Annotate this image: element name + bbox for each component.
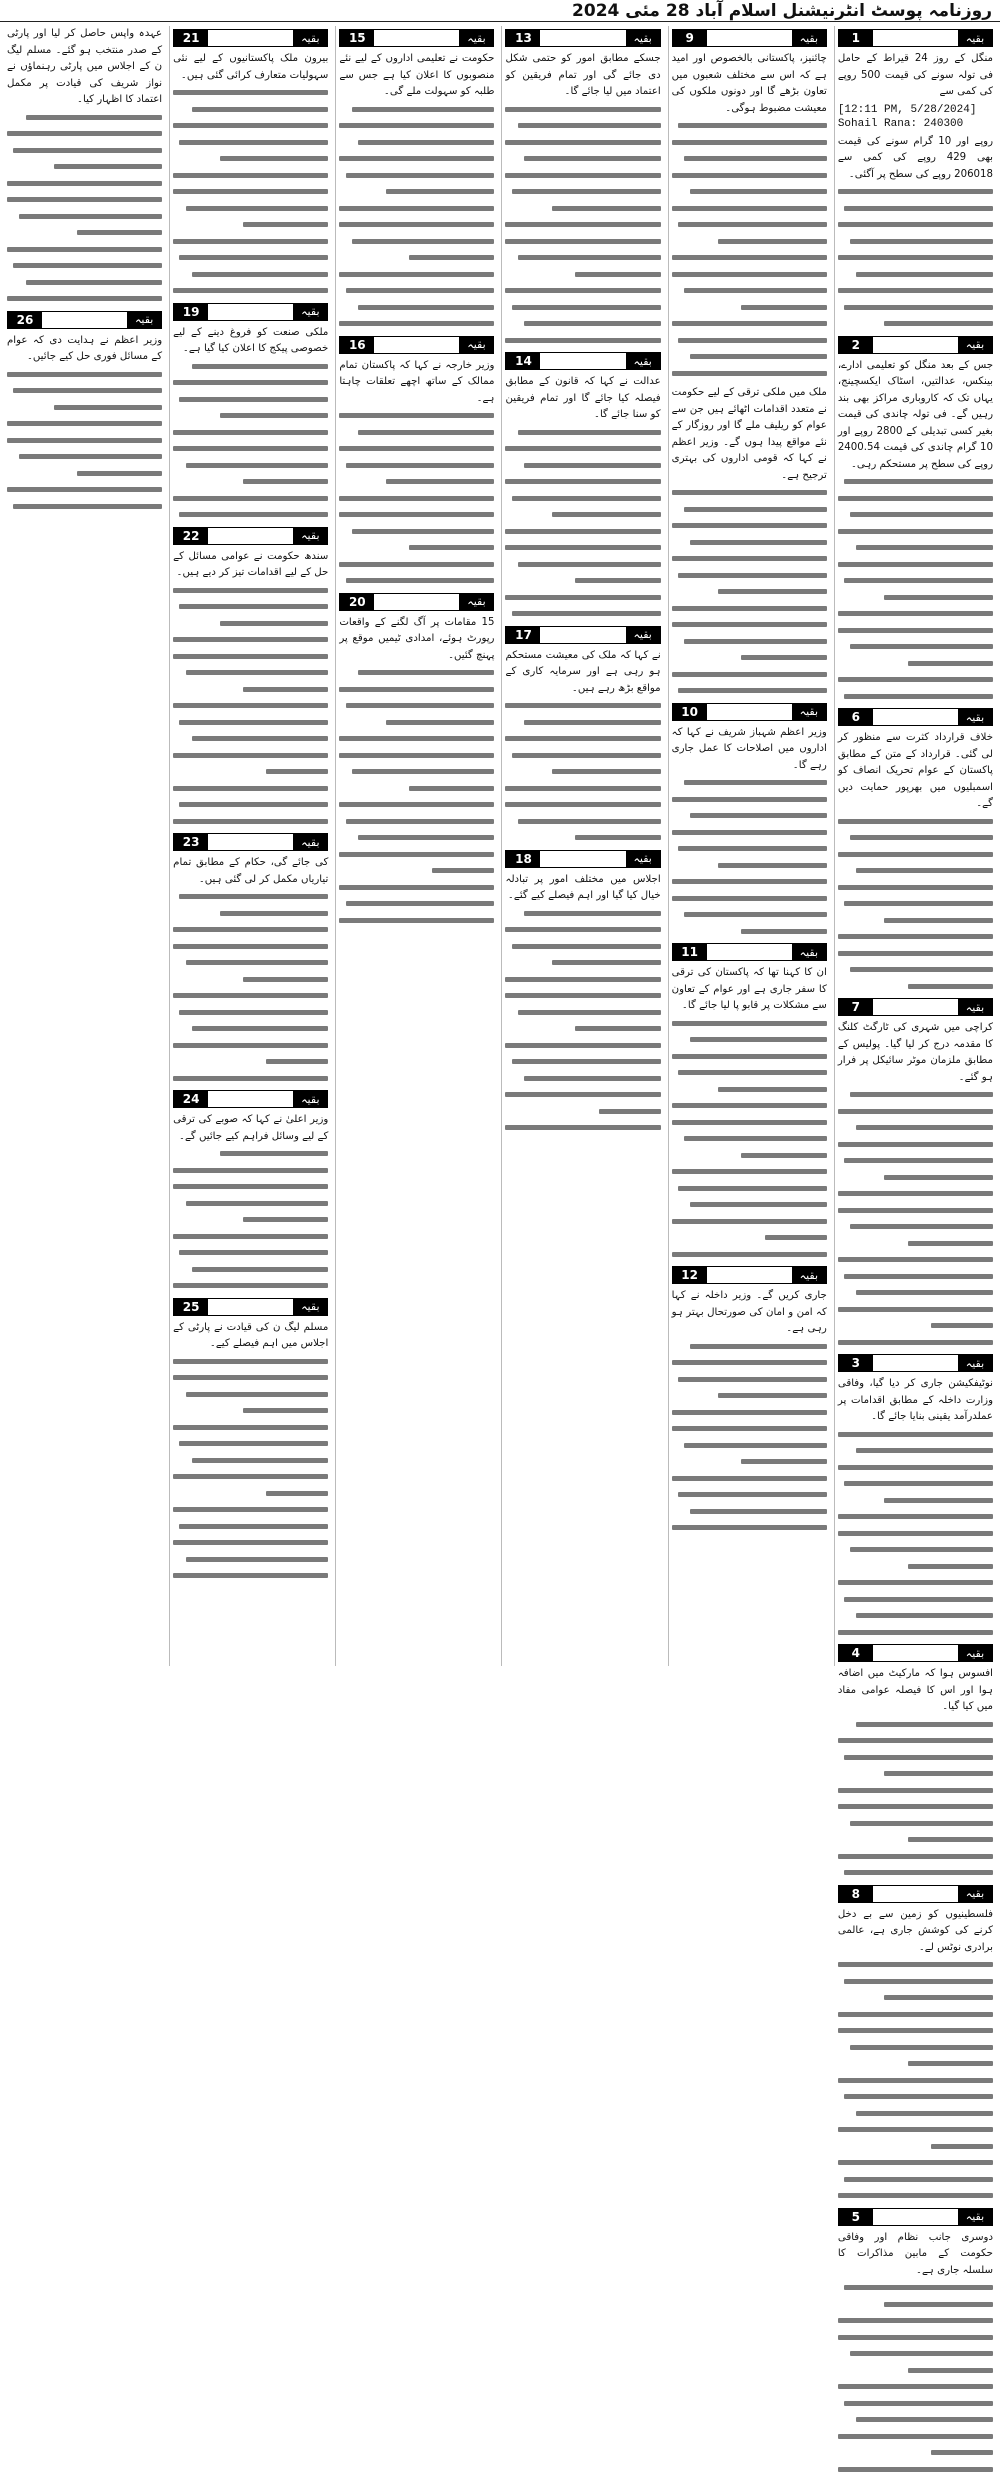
article-continuation — [505, 29, 660, 348]
article-continuation — [672, 29, 827, 381]
article-continuation — [672, 703, 827, 940]
text-lines — [838, 1426, 993, 1641]
text-lines — [672, 1015, 827, 1263]
continuation-badge — [672, 703, 827, 721]
article-text: چائنیز، پاکستانی بالخصوص اور امید ہے کہ اس سے مختلف شعبوں میں تعاون بڑھے گا اور دونوں ملکوں کی معیشت مضبوط ہوگی۔ — [672, 51, 827, 117]
continuation-label: بقیہ — [958, 709, 992, 725]
article-continuation — [173, 1090, 328, 1294]
text-lines — [838, 2279, 993, 2477]
continuation-number: 11 — [673, 944, 707, 960]
continuation-badge — [505, 626, 660, 644]
article-continuation — [672, 1266, 827, 1536]
continuation-number: 18 — [506, 851, 540, 867]
continuation-label: بقیہ — [958, 1355, 992, 1371]
article-continuation — [838, 1354, 993, 1640]
article-continuation — [838, 1885, 993, 2204]
continuation-number: 6 — [839, 709, 873, 725]
continuation-label: بقیہ — [127, 312, 161, 328]
continuation-badge — [838, 708, 993, 726]
text-lines — [672, 117, 827, 381]
text-lines — [838, 1086, 993, 1350]
continuation-badge — [838, 29, 993, 47]
article-continuation — [672, 943, 827, 1262]
article-text: روپے اور 10 گرام سونے کی قیمت بھی 429 روپے کی کمی سے 206018 روپے کی سطح پر آگئی۔ — [838, 134, 993, 184]
continuation-badge — [672, 943, 827, 961]
continuation-label: بقیہ — [792, 1267, 826, 1283]
continuation-number: 16 — [340, 337, 374, 353]
continuation-number: 13 — [506, 30, 540, 46]
article-text: خلاف قرارداد کثرت سے منظور کر لی گئی۔ قرارداد کے متن کے مطابق پاکستان کے عوام تحریک انصاف کو اسمبلیوں میں بھرپور حمایت دیں گے۔ — [838, 730, 993, 813]
text-lines — [838, 1956, 993, 2204]
article-text: فلسطینیوں کو زمین سے بے دخل کرنے کی کوشش جاری ہے، عالمی برادری نوٹس لے۔ — [838, 1907, 993, 1957]
columns-container — [4, 26, 996, 1666]
article-continuation — [173, 833, 328, 1086]
continuation-number: 10 — [673, 704, 707, 720]
message-timestamp: [12:11 PM, 5/28/2024] Sohail Rana: 240300 — [838, 103, 993, 131]
continuation-label: بقیہ — [958, 337, 992, 353]
continuation-badge — [838, 1354, 993, 1372]
continuation-label: بقیہ — [626, 30, 660, 46]
text-lines — [173, 1145, 328, 1294]
continuation-label: بقیہ — [293, 528, 327, 544]
article-continuation — [505, 850, 660, 1136]
text-lines — [339, 664, 494, 928]
continuation-number: 19 — [174, 304, 208, 320]
text-lines — [173, 582, 328, 830]
column-4 — [335, 26, 497, 1666]
article-continuation — [173, 527, 328, 830]
continuation-label: بقیہ — [792, 30, 826, 46]
continuation-badge — [7, 311, 162, 329]
text-lines — [838, 183, 993, 332]
continuation-number: 25 — [174, 1299, 208, 1315]
article-text: 15 مقامات پر آگ لگنے کے واقعات رپورٹ ہوئے، امدادی ٹیمیں موقع پر پہنچ گئیں۔ — [339, 615, 494, 665]
continuation-badge — [339, 29, 494, 47]
article-continuation — [838, 29, 993, 332]
continuation-number: 12 — [673, 1267, 707, 1283]
continuation-label: بقیہ — [626, 851, 660, 867]
article-text: ملک میں ملکی ترقی کے لیے حکومت نے متعدد اقدامات اٹھائے ہیں جن سے عوام کو ریلیف ملے گا اور روزگار کے نئے مواقع پیدا ہوں گے۔ وزیر اعظم نے کہا کہ قومی اداروں کی بہتری ترجیح ہے۔ — [672, 385, 827, 484]
continuation-badge — [173, 303, 328, 321]
text-lines — [173, 358, 328, 523]
continuation-badge — [672, 1266, 827, 1284]
continuation-label: بقیہ — [958, 1886, 992, 1902]
continuation-badge — [838, 1885, 993, 1903]
continuation-label: بقیہ — [626, 353, 660, 369]
continuation-number: 2 — [839, 337, 873, 353]
article-text: عہدہ واپس حاصل کر لیا اور پارٹی کے صدر منتخب ہو گئے۔ مسلم لیگ ن کے اجلاس میں پارٹی رہنماؤں نے نواز شریف کی قیادت پر مکمل اعتماد کا اظہار کیا۔ — [7, 26, 162, 109]
article-continuation — [505, 352, 660, 622]
article-continuation — [173, 1298, 328, 1584]
continuation-number: 22 — [174, 528, 208, 544]
continuation-label: بقیہ — [792, 704, 826, 720]
continuation-label: بقیہ — [459, 337, 493, 353]
continuation-label: بقیہ — [459, 594, 493, 610]
column-1 — [834, 26, 996, 1666]
text-lines — [339, 101, 494, 332]
article-continuation — [838, 1644, 993, 1881]
text-lines — [672, 1338, 827, 1536]
article-continuation — [339, 29, 494, 332]
article-text: دوسری جانب نظام اور وفاقی حکومت کے مابین مذاکرات کا سلسلہ جاری ہے۔ — [838, 2230, 993, 2280]
article-continuation — [505, 626, 660, 846]
article-text: حکومت نے تعلیمی اداروں کے لیے نئے منصوبوں کا اعلان کیا ہے جس سے طلبہ کو سہولت ملے گی۔ — [339, 51, 494, 101]
continuation-badge — [173, 1298, 328, 1316]
continuation-number: 21 — [174, 30, 208, 46]
article-text: کراچی میں شہری کی ٹارگٹ کلنگ کا مقدمہ درج کر لیا گیا۔ پولیس کے مطابق ملزمان موٹر سائیکل پر فرار ہو گئے۔ — [838, 1020, 993, 1086]
article-continuation — [173, 29, 328, 299]
article-text: جاری کریں گے۔ وزیر داخلہ نے کہا کہ امن و امان کی صورتحال بہتر ہو رہی ہے۔ — [672, 1288, 827, 1338]
article-text: اجلاس میں مختلف امور پر تبادلہ خیال کیا گیا اور اہم فیصلے کیے گئے۔ — [505, 872, 660, 905]
article-text: بیرون ملک پاکستانیوں کے لیے نئی سہولیات متعارف کرائی گئی ہیں۔ — [173, 51, 328, 84]
continuation-badge — [505, 850, 660, 868]
article-text: مسلم لیگ ن کی قیادت نے پارٹی کے اجلاس میں اہم فیصلے کیے۔ — [173, 1320, 328, 1353]
text-lines — [173, 84, 328, 299]
article-continuation — [173, 303, 328, 523]
continuation-label: بقیہ — [958, 2209, 992, 2225]
article-text: منگل کے روز 24 قیراط کے حامل فی تولہ سونے کی قیمت 500 روپے کی کمی سے — [838, 51, 993, 101]
continuation-label: بقیہ — [293, 30, 327, 46]
continuation-number: 23 — [174, 834, 208, 850]
continuation-badge — [505, 29, 660, 47]
article-text: سندھ حکومت نے عوامی مسائل کے حل کے لیے اقدامات تیز کر دیے ہیں۔ — [173, 549, 328, 582]
continuation-badge — [173, 1090, 328, 1108]
continuation-label: بقیہ — [293, 1299, 327, 1315]
continuation-badge — [505, 352, 660, 370]
text-lines — [672, 774, 827, 939]
article-text: کی جائے گی، حکام کے مطابق تمام تیاریاں مکمل کر لی گئی ہیں۔ — [173, 855, 328, 888]
article-continuation — [838, 336, 993, 705]
continuation-number: 17 — [506, 627, 540, 643]
continuation-badge — [173, 527, 328, 545]
text-lines — [505, 424, 660, 622]
continuation-number: 26 — [8, 312, 42, 328]
article-continuation — [7, 26, 162, 307]
text-lines — [838, 473, 993, 704]
continuation-label: بقیہ — [958, 999, 992, 1015]
continuation-number: 3 — [839, 1355, 873, 1371]
article-continuation — [7, 311, 162, 515]
continuation-badge — [672, 29, 827, 47]
text-lines — [838, 1716, 993, 1881]
continuation-label: بقیہ — [459, 30, 493, 46]
article-text: ان کا کہنا تھا کہ پاکستان کی ترقی کا سفر جاری ہے اور عوام کے تعاون سے مشکلات پر قابو پا لیا جائے گا۔ — [672, 965, 827, 1015]
column-5 — [169, 26, 331, 1666]
article-text: افسوس ہوا کہ مارکیٹ میں اضافہ ہوا اور اس کا فیصلہ عوامی مفاد میں کیا گیا۔ — [838, 1666, 993, 1716]
masthead-title: روزنامہ پوسٹ انٹرنیشنل اسلام آباد 28 مئی 2024 — [572, 0, 992, 21]
continuation-number: 4 — [839, 1645, 873, 1661]
text-lines — [505, 905, 660, 1136]
continuation-badge — [339, 593, 494, 611]
continuation-badge — [173, 29, 328, 47]
continuation-label: بقیہ — [293, 304, 327, 320]
continuation-label: بقیہ — [293, 1091, 327, 1107]
article-continuation — [838, 2208, 993, 2477]
column-3 — [501, 26, 663, 1666]
article-continuation — [339, 593, 494, 929]
masthead — [0, 0, 1000, 22]
continuation-badge — [838, 2208, 993, 2226]
article-text: وزیر خارجہ نے کہا کہ پاکستان تمام ممالک کے ساتھ اچھے تعلقات چاہتا ہے۔ — [339, 358, 494, 408]
article-text: نوٹیفکیشن جاری کر دیا گیا، وفاقی وزارت داخلہ کے مطابق اقدامات پر عملدرآمد یقینی بنایا جائے گا۔ — [838, 1376, 993, 1426]
text-lines — [672, 484, 827, 699]
continuation-number: 14 — [506, 353, 540, 369]
article-text: نے کہا کہ ملک کی معیشت مستحکم ہو رہی ہے اور سرمایہ کاری کے مواقع بڑھ رہے ہیں۔ — [505, 648, 660, 698]
continuation-number: 24 — [174, 1091, 208, 1107]
continuation-number: 5 — [839, 2209, 873, 2225]
text-lines — [7, 366, 162, 515]
article-text: وزیر اعظم شہباز شریف نے کہا کہ اداروں میں اصلاحات کا عمل جاری رہے گا۔ — [672, 725, 827, 775]
text-lines — [505, 697, 660, 846]
column-2 — [668, 26, 830, 1666]
text-lines — [505, 101, 660, 349]
continuation-number: 20 — [340, 594, 374, 610]
article-continuation — [339, 336, 494, 589]
article-text: جس کے بعد منگل کو تعلیمی ادارے، بینکس، عدالتیں، اسٹاک ایکسچینج، یہاں تک کہ کاروباری مراکز بھی بند رہیں گے۔ فی تولہ چاندی کی قیمت بغیر کسی تبدیلی کے 2800 روپے اور 10 گرام چاندی کی قیمت 2400.54 روپے کی سطح پر مستحکم رہی۔ — [838, 358, 993, 474]
continuation-label: بقیہ — [626, 627, 660, 643]
article-continuation — [672, 385, 827, 699]
continuation-badge — [838, 998, 993, 1016]
continuation-number: 9 — [673, 30, 707, 46]
article-text: عدالت نے کہا کہ قانون کے مطابق فیصلہ کیا جائے گا اور تمام فریقین کو سنا جائے گا۔ — [505, 374, 660, 424]
continuation-badge — [173, 833, 328, 851]
continuation-badge — [838, 1644, 993, 1662]
text-lines — [7, 109, 162, 307]
text-lines — [339, 407, 494, 589]
continuation-badge — [838, 336, 993, 354]
column-6 — [4, 26, 165, 1666]
continuation-number: 8 — [839, 1886, 873, 1902]
continuation-number: 7 — [839, 999, 873, 1015]
continuation-label: بقیہ — [293, 834, 327, 850]
article-text: وزیر اعلیٰ نے کہا کہ صوبے کی ترقی کے لیے وسائل فراہم کیے جائیں گے۔ — [173, 1112, 328, 1145]
continuation-label: بقیہ — [792, 944, 826, 960]
article-text: وزیر اعظم نے ہدایت دی کہ عوام کے مسائل فوری حل کیے جائیں۔ — [7, 333, 162, 366]
text-lines — [838, 813, 993, 995]
continuation-label: بقیہ — [958, 1645, 992, 1661]
article-text: جسکے مطابق امور کو حتمی شکل دی جائے گی اور تمام فریقین کو اعتماد میں لیا جائے گا۔ — [505, 51, 660, 101]
continuation-label: بقیہ — [958, 30, 992, 46]
text-lines — [173, 1353, 328, 1584]
continuation-number: 1 — [839, 30, 873, 46]
continuation-number: 15 — [340, 30, 374, 46]
article-continuation — [838, 998, 993, 1350]
text-lines — [173, 888, 328, 1086]
article-text: ملکی صنعت کو فروغ دینے کے لیے خصوصی پیکج کا اعلان کیا گیا ہے۔ — [173, 325, 328, 358]
article-continuation — [838, 708, 993, 994]
continuation-badge — [339, 336, 494, 354]
